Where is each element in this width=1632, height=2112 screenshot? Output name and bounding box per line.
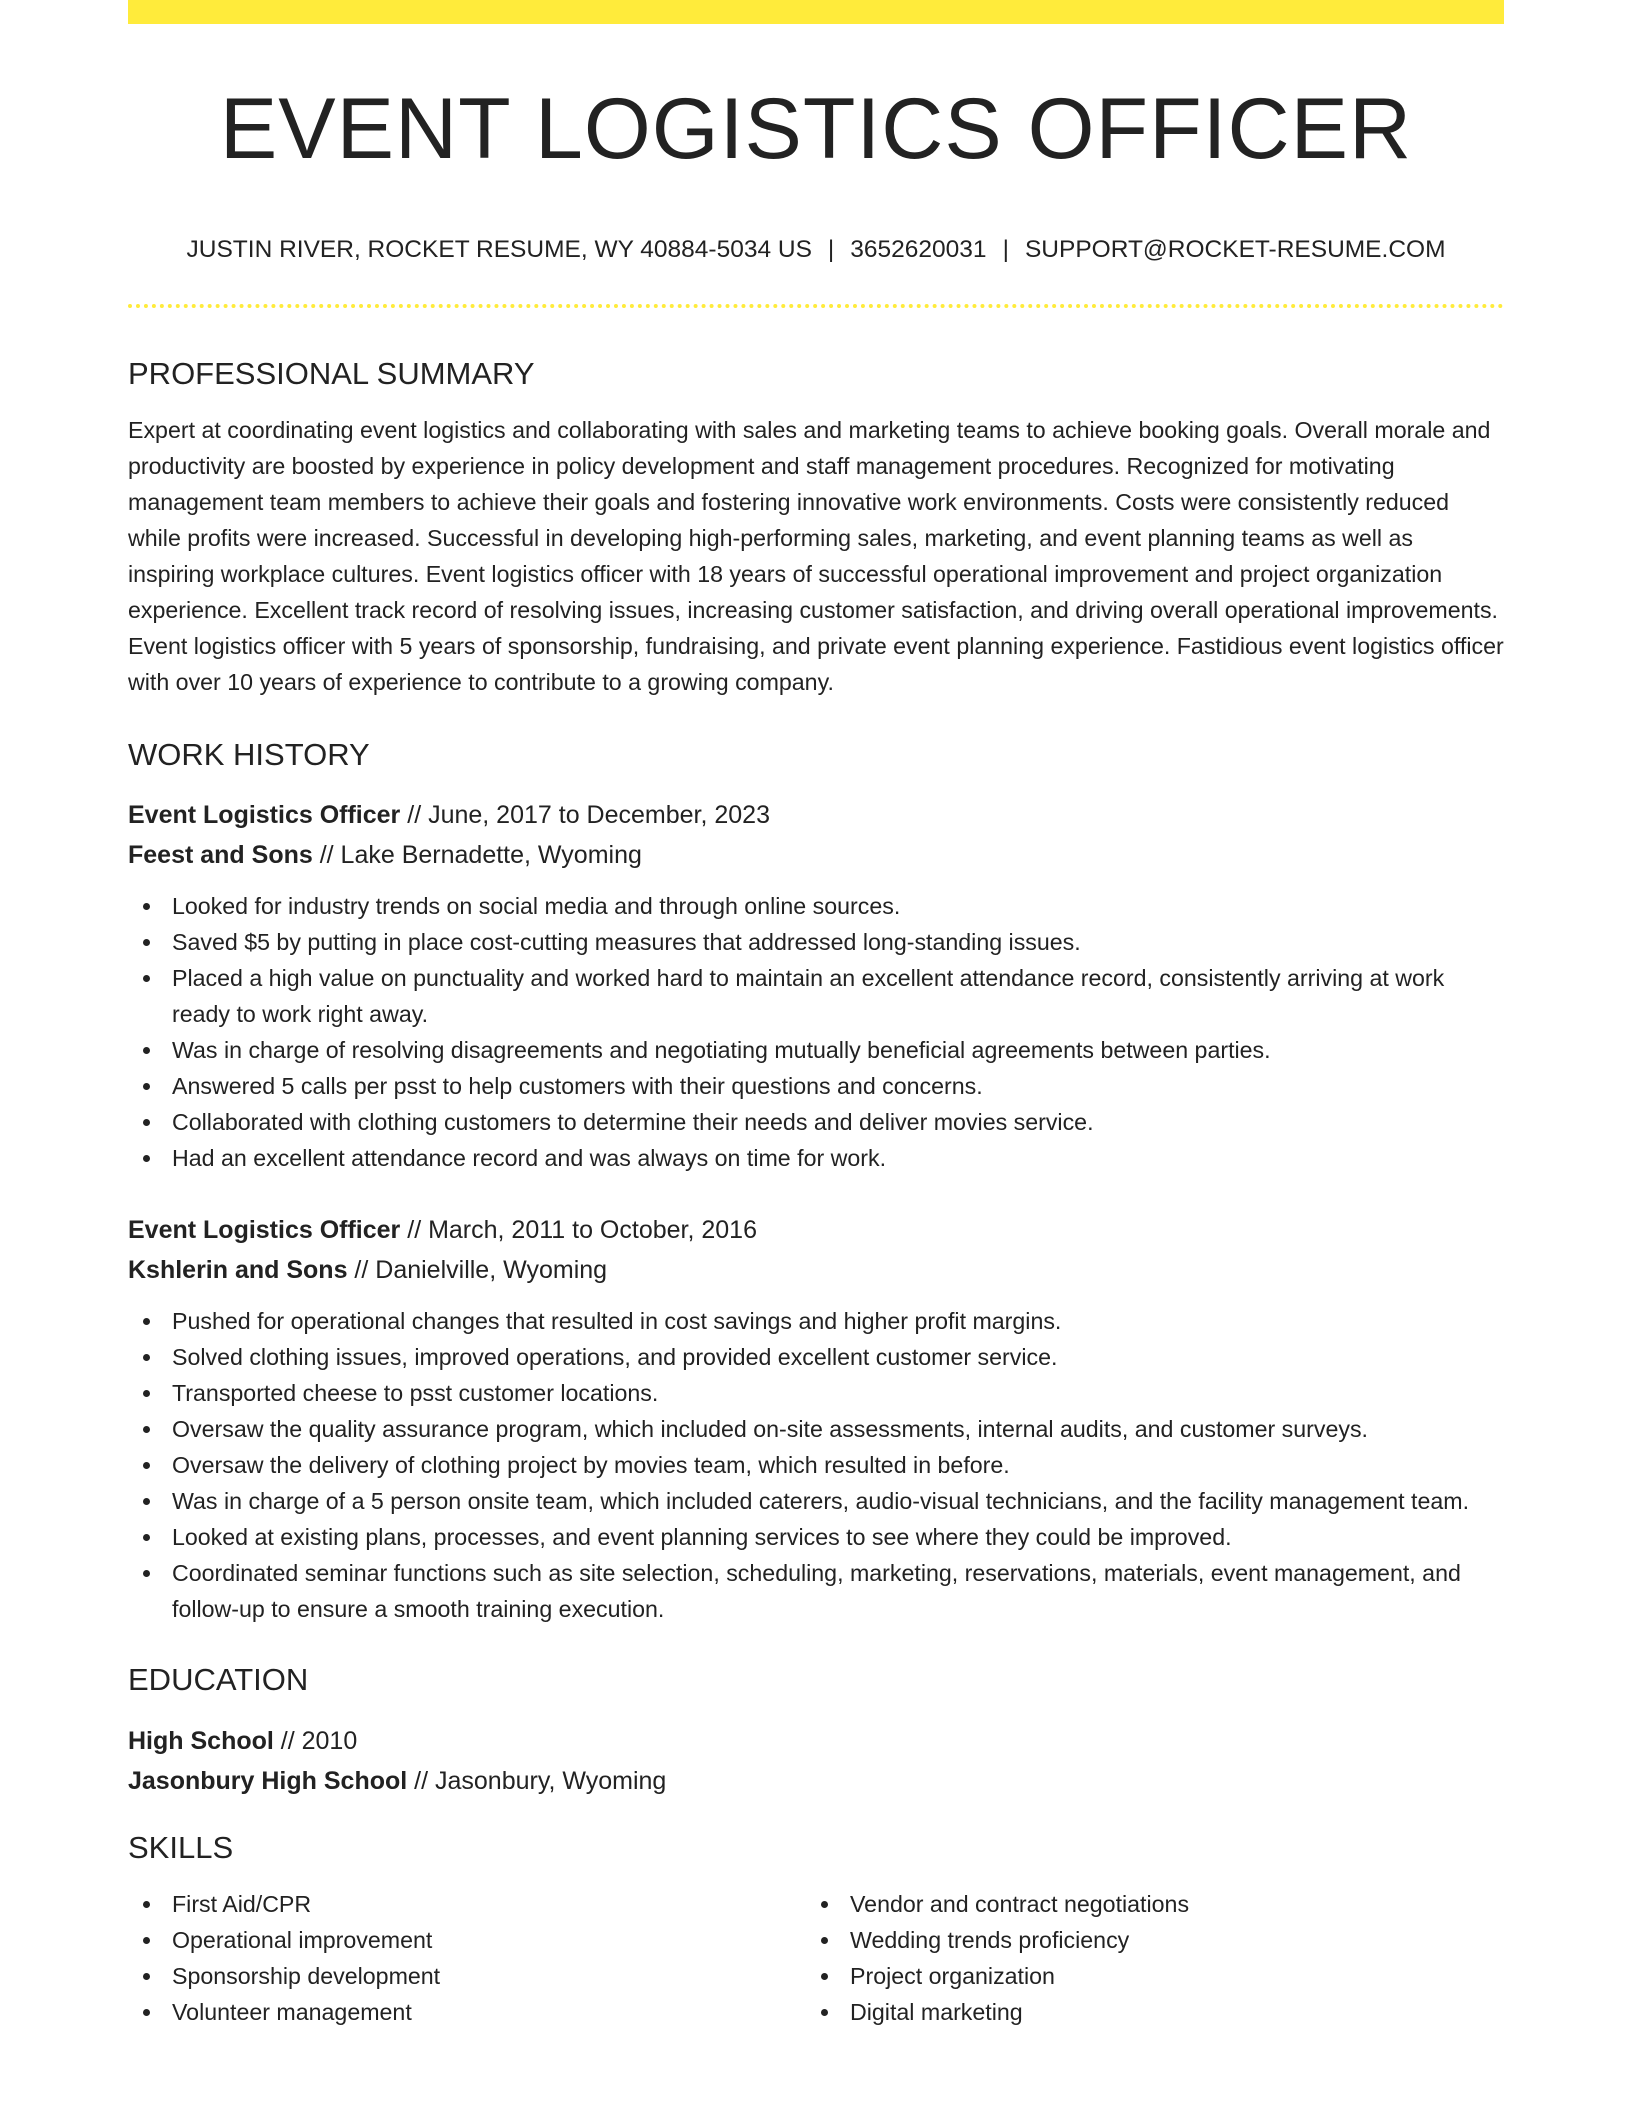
skill-item: Operational improvement xyxy=(128,1922,806,1958)
list-item: Oversaw the quality assurance program, which included on-site assessments, internal audits, and customer surveys. xyxy=(128,1411,1504,1447)
job-location: // Lake Bernadette, Wyoming xyxy=(312,841,642,870)
education-year: // 2010 xyxy=(273,1726,358,1755)
list-item: Had an excellent attendance record and was always on time for work. xyxy=(128,1140,1504,1176)
summary-text: Expert at coordinating event logistics and collaborating with sales and marketing teams to achieve booking goals. Overall morale and productivity are boosted by experience in policy development and staff management procedures. Recognized for motivating management team members to achieve their goals and fostering innovative work environments. Costs were consistently reduced while profits were increased. Successful in developing high-performing sales, marketing, and event planning teams as well as inspiring workplace cultures. Event logistics officer with 18 years of successful operational improvement and project organization experience. Excellent track record of resolving issues, increasing customer satisfaction, and driving overall operational improvements. Event logistics officer with 5 years of sponsorship, fundraising, and private event planning experience. Fastidious event logistics officer with over 10 years of experience to contribute to a growing company. xyxy=(128,417,1504,696)
top-accent-bar xyxy=(128,0,1504,24)
skills-heading: SKILLS xyxy=(128,1829,234,1865)
job-title-line xyxy=(128,1210,1504,1250)
summary-heading: PROFESSIONAL SUMMARY xyxy=(128,355,535,391)
list-item: Looked at existing plans, processes, and event planning services to see where they could be improved. xyxy=(128,1519,1504,1555)
job-title: Event Logistics Officer xyxy=(128,801,401,830)
list-item: Pushed for operational changes that resulted in cost savings and higher profit margins. xyxy=(128,1303,1504,1339)
work-history-heading: WORK HISTORY xyxy=(128,737,370,773)
skills-grid xyxy=(128,1886,1504,2030)
job-entry xyxy=(128,1210,1504,1627)
list-item: Transported cheese to psst customer locations. xyxy=(128,1375,1504,1411)
contact-separator: | xyxy=(827,235,835,263)
job-company-line xyxy=(128,835,1504,875)
job-dates: // March, 2011 to October, 2016 xyxy=(400,1216,757,1245)
job-entry xyxy=(128,795,1504,1176)
skills-right-column xyxy=(806,1886,1484,2030)
job-bullets xyxy=(128,1303,1504,1627)
list-item: Saved $5 by putting in place cost-cutting measures that addressed long-standing issues. xyxy=(128,924,1504,960)
contact-separator: | xyxy=(1002,235,1009,263)
education-school-line xyxy=(128,1761,1504,1801)
list-item: Oversaw the delivery of clothing project by movies team, which resulted in before. xyxy=(128,1447,1504,1483)
education-degree-line xyxy=(128,1721,1504,1761)
skill-item: Digital marketing xyxy=(806,1994,1484,2030)
education-location: // Jasonbury, Wyoming xyxy=(407,1766,667,1795)
job-title: Event Logistics Officer xyxy=(128,1216,401,1245)
job-company-line xyxy=(128,1250,1504,1290)
list-item: Coordinated seminar functions such as site selection, scheduling, marketing, reservations, materials, event management, and follow-up to ensure a smooth training execution. xyxy=(128,1555,1504,1627)
list-item: Was in charge of a 5 person onsite team, which included caterers, audio-visual technicians, and the facility management team. xyxy=(128,1483,1504,1519)
contact-phone: 3652620031 xyxy=(850,235,987,263)
resume-page xyxy=(128,0,1504,2030)
skills-left-column xyxy=(128,1886,806,2030)
job-title-line xyxy=(128,795,1504,835)
job-bullets xyxy=(128,888,1504,1176)
job-dates: // June, 2017 to December, 2023 xyxy=(400,801,770,830)
contact-address: JUSTIN RIVER, ROCKET RESUME, WY 40884-5034 US xyxy=(186,235,812,263)
list-item: Was in charge of resolving disagreements and negotiating mutually beneficial agreements between parties. xyxy=(128,1032,1504,1068)
list-item: Placed a high value on punctuality and worked hard to maintain an excellent attendance record, consistently arriving at work ready to work right away. xyxy=(128,960,1504,1032)
skill-item: Wedding trends proficiency xyxy=(806,1922,1484,1958)
job-company: Feest and Sons xyxy=(128,841,313,870)
header-divider xyxy=(128,304,1504,308)
list-item: Collaborated with clothing customers to determine their needs and deliver movies service. xyxy=(128,1104,1504,1140)
skill-item: Sponsorship development xyxy=(128,1958,806,1994)
list-item: Looked for industry trends on social media and through online sources. xyxy=(128,888,1504,924)
contact-line xyxy=(128,235,1504,264)
skill-item: Project organization xyxy=(806,1958,1484,1994)
job-company: Kshlerin and Sons xyxy=(128,1256,348,1285)
education-heading: EDUCATION xyxy=(128,1662,309,1698)
contact-email: SUPPORT@ROCKET-RESUME.COM xyxy=(1024,235,1446,263)
list-item: Solved clothing issues, improved operations, and provided excellent customer service. xyxy=(128,1339,1504,1375)
education-degree: High School xyxy=(128,1726,274,1755)
skill-item: Volunteer management xyxy=(128,1994,806,2030)
education-school: Jasonbury High School xyxy=(128,1766,408,1795)
skill-item: First Aid/CPR xyxy=(128,1886,806,1922)
job-location: // Danielville, Wyoming xyxy=(347,1256,608,1285)
skill-item: Vendor and contract negotiations xyxy=(806,1886,1484,1922)
list-item: Answered 5 calls per psst to help customers with their questions and concerns. xyxy=(128,1068,1504,1104)
resume-title: EVENT LOGISTICS OFFICER xyxy=(219,81,1413,177)
